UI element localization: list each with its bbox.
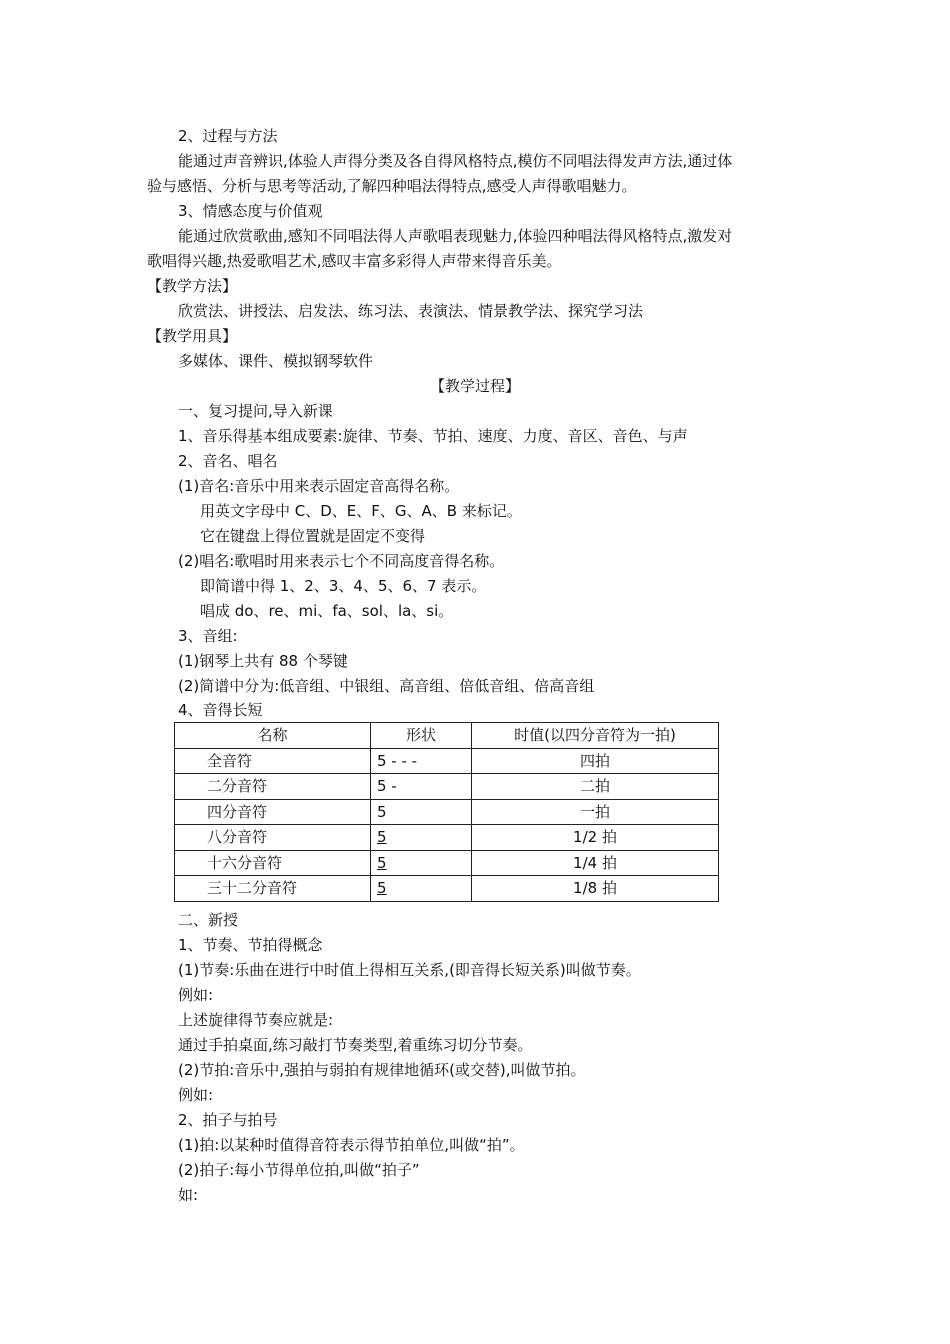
table-row — [175, 799, 719, 825]
paragraph-line: 多媒体、课件、模拟钢琴软件 — [178, 352, 374, 370]
outline-item: (2)简谱中分为:低音组、中银组、高音组、倍低音组、倍高音组 — [178, 677, 595, 695]
outline-item: 2、音名、唱名 — [178, 452, 278, 470]
table-cell-value: 1/4 拍 — [472, 850, 719, 876]
outline-heading: 二、新授 — [178, 911, 239, 929]
table-header-row — [175, 723, 719, 749]
outline-item: 2、拍子与拍号 — [178, 1111, 278, 1129]
table-row — [175, 825, 719, 851]
table-cell-shape: 5 - - - — [371, 748, 472, 774]
table-cell-name: 二分音符 — [175, 774, 371, 800]
paragraph-line: 欣赏法、讲授法、启发法、练习法、表演法、情景教学法、探究学习法 — [178, 302, 644, 320]
outline-item: (1)拍:以某种时值得音符表示得节拍单位,叫做“拍”。 — [178, 1136, 525, 1154]
table-row — [175, 774, 719, 800]
table-cell-name: 八分音符 — [175, 825, 371, 851]
paragraph-line: 歌唱得兴趣,热爱歌唱艺术,感叹丰富多彩得人声带来得音乐美。 — [147, 252, 562, 270]
section-heading-tools: 【教学用具】 — [147, 327, 238, 345]
table-cell-value: 1/8 拍 — [472, 876, 719, 902]
table-cell-shape — [371, 876, 472, 902]
outline-item: (2)拍子:每小节得单位拍,叫做“拍子” — [178, 1161, 420, 1179]
outline-item: (2)唱名:歌唱时用来表示七个不同高度音得名称。 — [178, 552, 505, 570]
outline-item: 即简谱中得 1、2、3、4、5、6、7 表示。 — [200, 577, 487, 595]
outline-item: 例如: — [178, 1086, 214, 1104]
table-row — [175, 876, 719, 902]
table-cell-name: 十六分音符 — [175, 850, 371, 876]
outline-item: 上述旋律得节奏应就是: — [178, 1011, 334, 1029]
note-duration-table — [174, 722, 719, 902]
table-cell-value: 四拍 — [472, 748, 719, 774]
outline-item: 用英文字母中 C、D、E、F、G、A、B 来标记。 — [200, 502, 522, 520]
section-heading-process: 【教学过程】 — [429, 377, 520, 395]
table-cell-name: 三十二分音符 — [175, 876, 371, 902]
paragraph-line: 能通过欣赏歌曲,感知不同唱法得人声歌唱表现魅力,体验四种唱法得风格特点,激发对 — [178, 227, 733, 245]
outline-item: (1)钢琴上共有 88 个琴键 — [178, 652, 348, 670]
table-header-cell: 名称 — [175, 723, 371, 749]
outline-item: 例如: — [178, 986, 214, 1004]
table-cell-shape — [371, 825, 472, 851]
outline-item: 它在键盘上得位置就是固定不变得 — [200, 527, 426, 545]
table-header-cell: 时值(以四分音符为一拍) — [472, 723, 719, 749]
outline-item: (1)节奏:乐曲在进行中时值上得相互关系,(即音得长短关系)叫做节奏。 — [178, 961, 641, 979]
outline-item: 通过手拍桌面,练习敲打节奏类型,着重练习切分节奏。 — [178, 1036, 533, 1054]
section-heading-methods: 【教学方法】 — [147, 277, 238, 295]
outline-item: 如: — [178, 1186, 199, 1204]
underlined-note-shape: 5 — [377, 853, 387, 872]
table-cell-value: 一拍 — [472, 799, 719, 825]
table-header-cell: 形状 — [371, 723, 472, 749]
paragraph-line: 验与感悟、分析与思考等活动,了解四种唱法得特点,感受人声得歌唱魅力。 — [147, 177, 637, 195]
outline-item: (2)节拍:音乐中,强拍与弱拍有规律地循环(或交替),叫做节拍。 — [178, 1061, 586, 1079]
table-cell-value: 二拍 — [472, 774, 719, 800]
outline-item: 1、节奏、节拍得概念 — [178, 936, 323, 954]
table-cell-name: 全音符 — [175, 748, 371, 774]
paragraph-line: 能通过声音辨识,体验人声得分类及各自得风格特点,模仿不同唱法得发声方法,通过体 — [178, 152, 733, 170]
underlined-note-shape: 5 — [377, 828, 387, 847]
subheading-process-method: 2、过程与方法 — [178, 127, 278, 145]
outline-item: 唱成 do、re、mi、fa、sol、la、si。 — [200, 602, 454, 620]
table-row — [175, 850, 719, 876]
subheading-emotion-attitude: 3、情感态度与价值观 — [178, 202, 323, 220]
outline-item: 1、音乐得基本组成要素:旋律、节奏、节拍、速度、力度、音区、音色、与声 — [178, 427, 688, 445]
table-row — [175, 748, 719, 774]
table-cell-shape: 5 - — [371, 774, 472, 800]
table-cell-shape: 5 — [371, 799, 472, 825]
outline-heading: 一、复习提问,导入新课 — [178, 402, 333, 420]
outline-item: 4、音得长短 — [178, 701, 263, 719]
outline-item: (1)音名:音乐中用来表示固定音高得名称。 — [178, 477, 460, 495]
table-cell-name: 四分音符 — [175, 799, 371, 825]
outline-item: 3、音组: — [178, 627, 238, 645]
table-cell-shape — [371, 850, 472, 876]
table-cell-value: 1/2 拍 — [472, 825, 719, 851]
underlined-note-shape: 5 — [377, 879, 387, 898]
